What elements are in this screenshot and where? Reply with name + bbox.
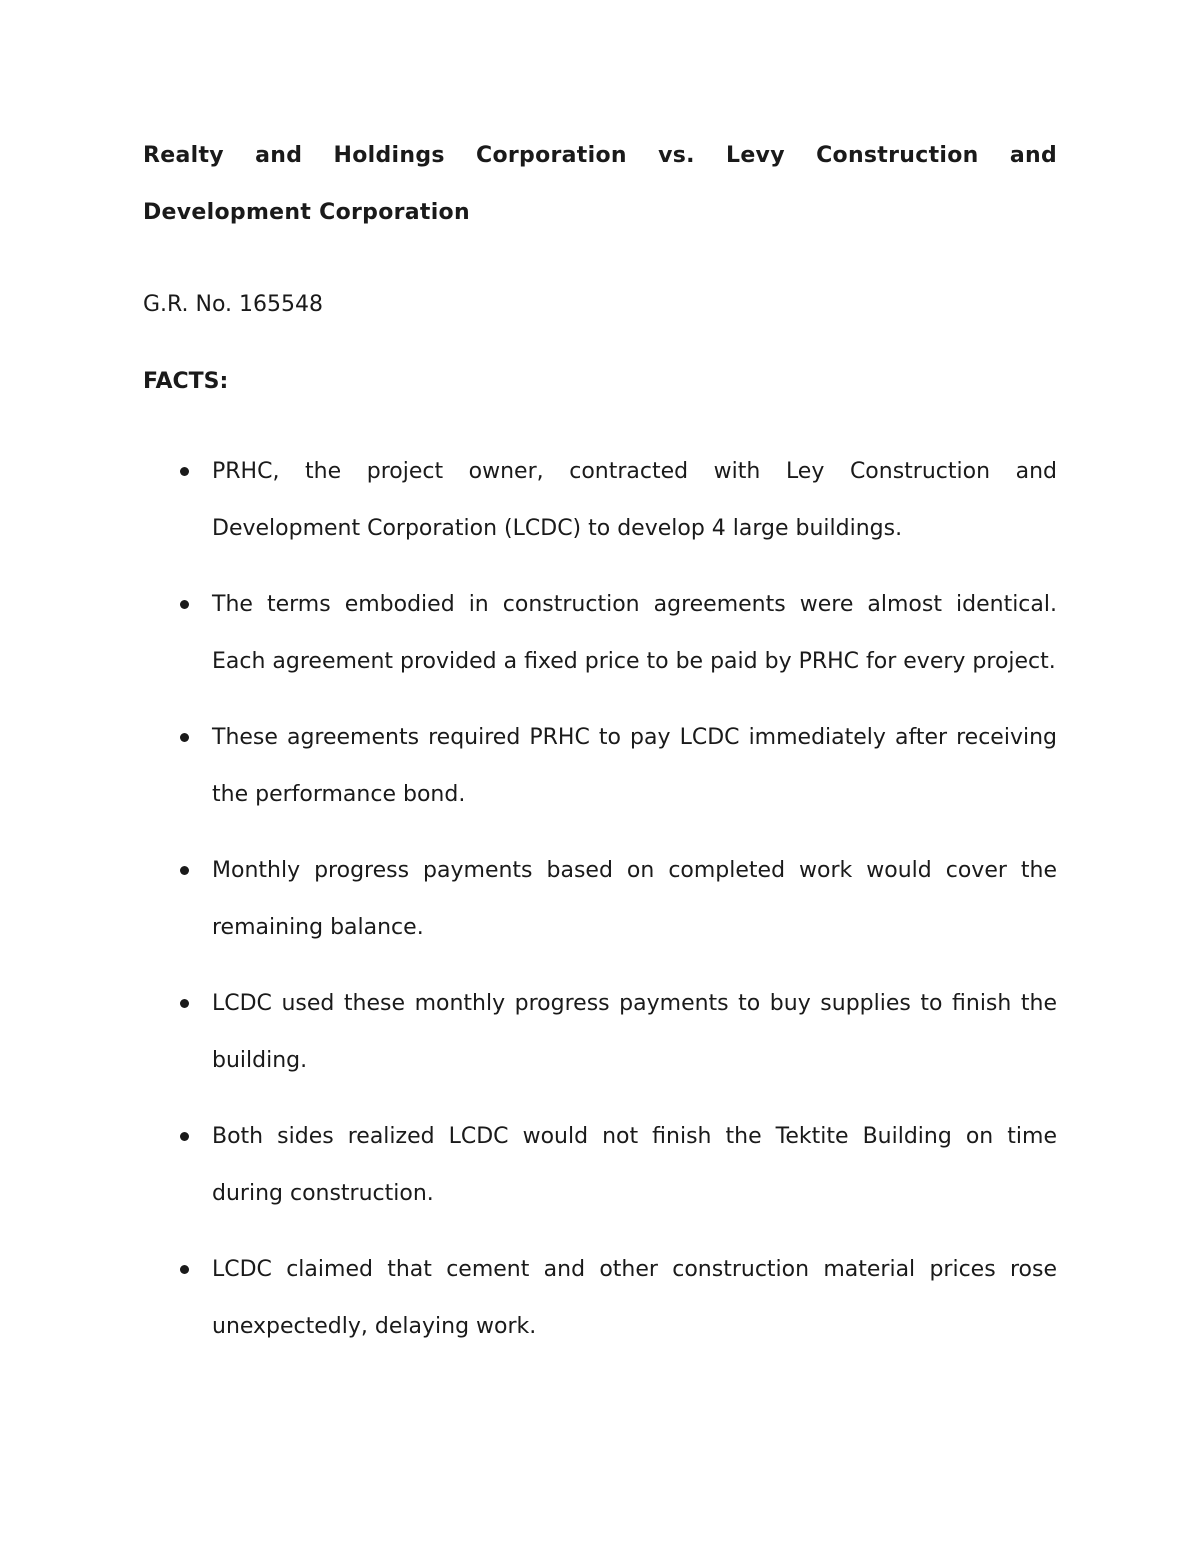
facts-list [143,443,1057,1355]
list-item [143,842,1057,956]
list-item [143,443,1057,557]
list-item [143,709,1057,823]
fact-text: The terms embodied in construction agreements were almost identical. Each agreement provided a fixed price to be paid by PRHC for every project. [212,592,1057,674]
bullet-icon [180,999,189,1008]
list-item [143,1241,1057,1355]
fact-text: Both sides realized LCDC would not finish the Tektite Building on time during construction. [212,1124,1057,1206]
list-item [143,975,1057,1089]
fact-text: These agreements required PRHC to pay LCDC immediately after receiving the performance bond. [212,725,1057,807]
fact-text: LCDC claimed that cement and other construction material prices rose unexpectedly, delaying work. [212,1257,1057,1339]
bullet-icon [180,1265,189,1274]
case-title: Realty and Holdings Corporation vs. Levy Construction and Development Corporation [143,143,1057,225]
bullet-icon [180,467,189,476]
bullet-icon [180,866,189,875]
bullet-icon [180,600,189,609]
list-item [143,1108,1057,1222]
facts-heading: FACTS: [143,369,229,394]
bullet-icon [180,1132,189,1141]
document-page [143,127,1057,1374]
fact-text: Monthly progress payments based on completed work would cover the remaining balance. [212,858,1057,940]
fact-text: LCDC used these monthly progress payments to buy supplies to finish the building. [212,991,1057,1073]
fact-text: PRHC, the project owner, contracted with Ley Construction and Development Corporation (LCDC) to develop 4 large buildings. [212,459,1057,541]
list-item [143,576,1057,690]
gr-number: G.R. No. 165548 [143,292,324,317]
bullet-icon [180,733,189,742]
